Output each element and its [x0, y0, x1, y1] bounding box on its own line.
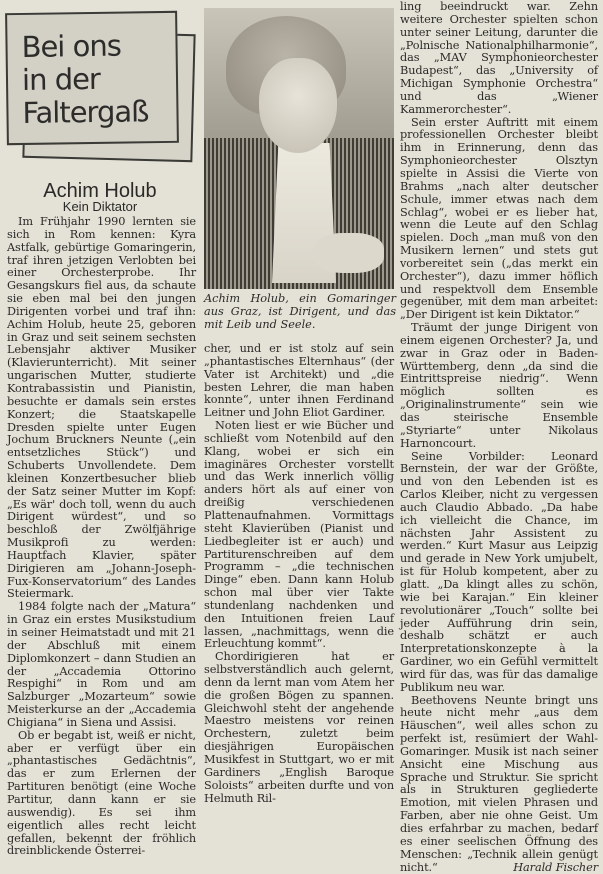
article-column-1 [7, 216, 196, 858]
paragraph: Seine Vorbilder: Leonard Bernstein, der war der Größte, und von den Lebenden ist es Carlos Kleiber, nicht zu vergessen auch Claudio Abbado. „Da habe ich vielleicht die Chance, im nächsten Jahr Assistent zu werden.“ Kurt Masur aus Leipzig und gerade in New York umjubelt, ist für Holub kompetent, aber zu glatt. „Da klingt alles zu schön, wie bei Karajan.“ Ein kleiner revolutionärer „Touch“ sollte bei jeder Aufführung drin sein, deshalb schätzt er auch Interpretationskonzepte à la Gardiner, wo ein Gefühl vermittelt wird für das, was für das damalige Publikum neu war. [400, 449, 598, 694]
article-column-2 [204, 343, 394, 805]
paragraph: Chordirigieren hat er selbstverständlich auch gelernt, denn da lernt man vom Atem her die großen Bögen zu spannen. Gleichwohl steht der angehende Maestro meistens vor reinen Orchestern, zuletzt beim diesjährigen Europäischen Musikfest in Stuttgart, wo er mit Gardiners „English Baroque Soloists“ arbeiten durfte und von Helmuth Ril- [204, 650, 394, 805]
paragraph: Im Frühjahr 1990 lernten sie sich in Rom kennen: Kyra Astfalk, gebürtige Gomaringerin, traf ihren jetzigen Verlobten bei einer Orchesterprobe. Ihr Gesangskurs fiel aus, da schaute sie eben mal bei den jungen Dirigenten vorbei und traf ihn: Achim Holub, heute 25, geboren in Graz und seit seinem sechsten Lebensjahr aktiver Musiker (Klavierunterricht). Mit seiner ungarischen Mutter, studierte Kontrabassistin und Pianistin, besuchte er damals sein erstes Konzert; die Staatskapelle Dresden spielte unter Eugen Jochum Bruckners Neunte („ein entsetzliches Stück“) und Schuberts Unvollendete. Dem kleinen Konzertbesucher blieb der Satz seiner Mutter im Kopf: „Es wär' doch toll, wenn du auch Dirigent würdest“, und so beschloß der Zwölfjährige Musikprofi zu werden: Hauptfach Klavier, später Dirigieren am „Johann-Joseph-Fux-Konservatorium“ des Landes Steiermark. [7, 215, 196, 601]
logo-front-sheet [5, 11, 179, 145]
paragraph: Ob er begabt ist, weiß er nicht, aber er verfügt über ein „phantastisches Gedächtnis“, das er zum Erlernen der Partituren benötigt (eine Woche Partitur, dann kann er sie auswendig). Es sei ihm eigentlich alles recht leicht gefallen, bekennt der fröhlich dreinblickende Österrei- [7, 728, 196, 858]
logo-line: in der [21, 61, 101, 97]
paragraph: ling beeindruckt war. Zehn weitere Orchester spielten schon unter seiner Leitung, darunter die „Polnische Nationalphilharmonie“, das „MAV Symphonieorchester Budapest“, das „University of Michigan Symphonie Orchestra“ und das „Wiener Kammerorchester“. [400, 0, 598, 116]
paragraph [400, 695, 598, 874]
paragraph: Noten liest er wie Bücher und schließt vom Notenbild auf den Klang, wobei er sich ein imaginäres Orchester vorstellt und das Werk innerlich völlig anders hört als auf einer von dreißig verschiedenen Plattenaufnahmen. Vormittags steht Klavierüben (Pianist und Liedbegleiter ist er auch) und Partiturenschreiben auf dem Programm – „die technischen Dinge“ eben. Dann kann Holub schon mal über vier Takte stundenlang nachdenken und den Intuitionen freien Lauf lassen, „nachmittags, wenn die Erleuchtung kommt“. [204, 419, 394, 651]
article-author-headline: Achim Holub [43, 180, 157, 202]
portrait-photo [204, 8, 394, 289]
logo-line: Bei ons [21, 28, 122, 64]
paragraph: Sein erster Auftritt mit einem professionellen Orchester bleibt ihm in Erinnerung, denn das Symphonieorchester Olsztyn spielte in Assisi die Vierte von Brahms „nach alter deutscher Schule, immer etwas nach dem Schlag“, wobei er es lieber hat, wenn die Leute auf den Schlag spielen. Doch „man muß von den Musikern lernen“ und stets gut vorbereitet sein („das merkt ein Orchester“), dazu immer höflich und respektvoll dem Ensemble gegenüber, mit dem man arbeitet: „Der Dirigent ist kein Diktator.“ [400, 115, 598, 322]
column-logo [6, 12, 176, 147]
article-subtitle: Kein Diktator [62, 199, 138, 214]
paragraph-text: Beethovens Neunte bringt uns heute nicht mehr „aus dem Häuschen“, weil alles schon zu perfekt ist, resümiert der Wahl-Gomaringer. Musik ist nach seiner Ansicht eine Mischung aus Sprache und Struktur. Sie spricht als in Strukturen gegliederte Emotion, mit vielen Phrasen und Farben, aber nie ohne Geist. Um dies erfahrbar zu machen, bedarf es einer seelischen Öffnung des Menschen: „Technik allein genügt nicht.“ [400, 693, 598, 874]
photo-hands [314, 233, 384, 273]
byline: Harald Fischer [513, 860, 598, 874]
article-column-3 [400, 1, 598, 874]
photo-face [259, 58, 337, 153]
logo-line: Faltergaß [22, 94, 149, 130]
paragraph: 1984 folgte nach der „Matura“ in Graz ein erstes Musikstudium in seiner Heimatstadt und mit 21 der Abschluß mit einem Diplomkonzert – dann Studien an der „Accademia Ottorino Respighi“ in Rom und am Salzburger „Mozarteum“ sowie Meisterkurse an der „Accademia Chigiana“ in Siena und Assisi. [7, 600, 196, 729]
paragraph: cher, und er ist stolz auf sein „phantastisches Elternhaus“ (der Vater ist Architekt) und „die besten Lehrer, die man haben konnte“, unter ihnen Ferdinand Leitner und John Eliot Gardiner. [204, 342, 394, 420]
logo-text [21, 29, 148, 130]
photo-caption: Achim Holub, ein Gomaringer aus Graz, ist Dirigent, und das mit Leib und Seele. [204, 292, 396, 331]
paragraph: Träumt der junge Dirigent von einem eigenen Orchester? Ja, und zwar in Graz oder in Baden-Württemberg, denn „da sind die Eintrittspreise niedrig“. Wenn möglich sollten es „Originalinstrumente“ sein wie das steirische Ensemble „Styriarte“ unter Nikolaus Harnoncourt. [400, 321, 598, 450]
